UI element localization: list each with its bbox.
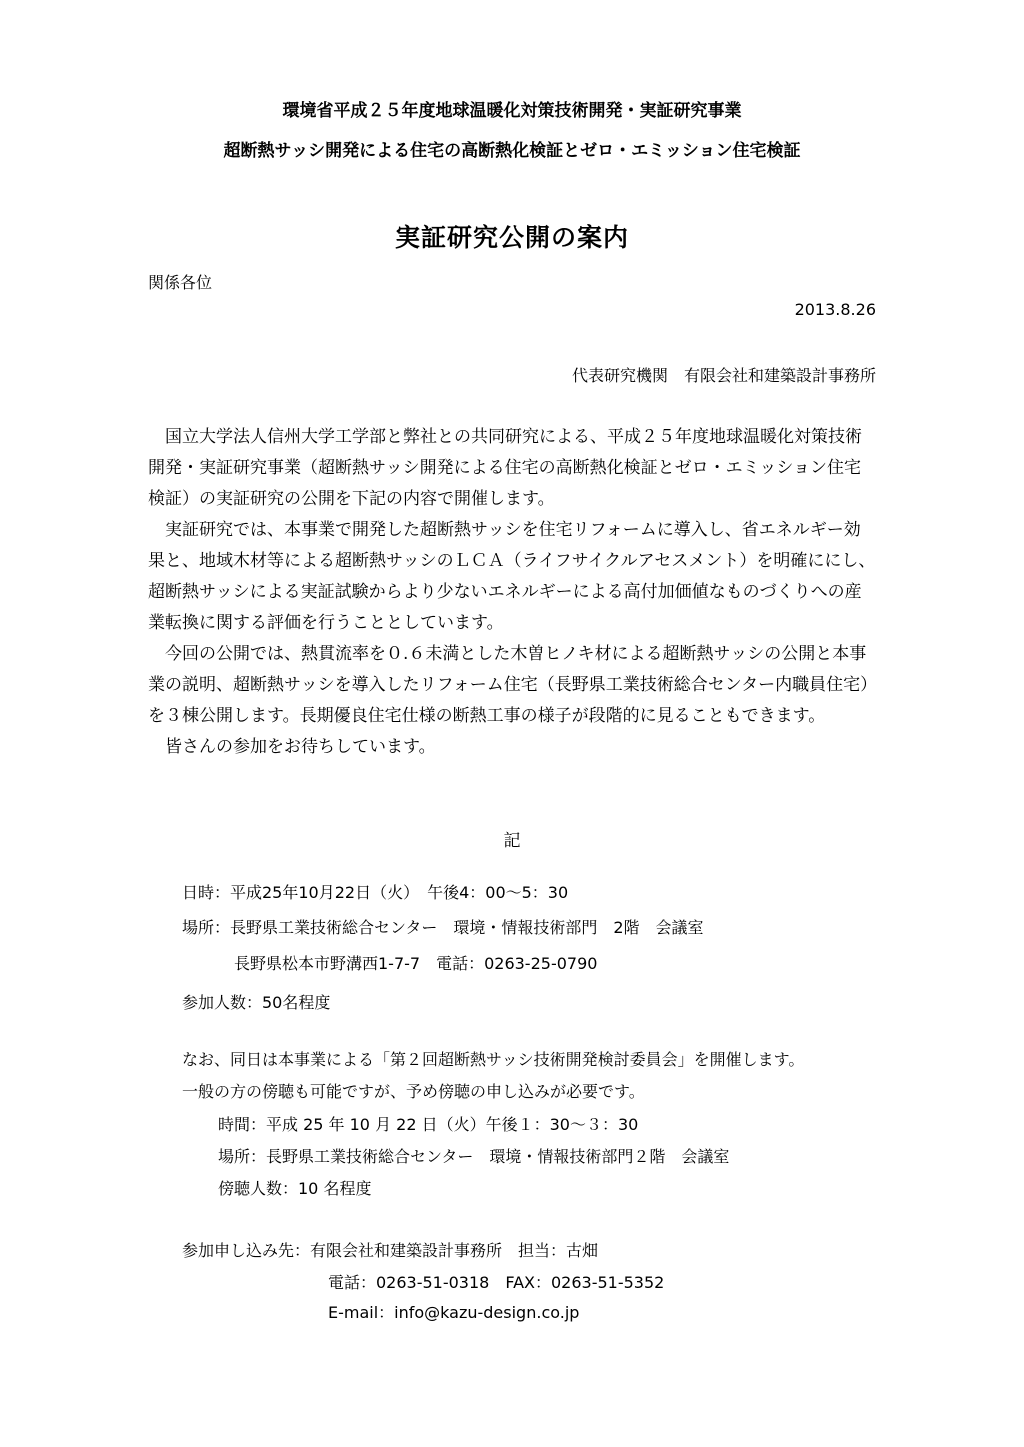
header-line-1: 環境省平成２５年度地球温暖化対策技術開発・実証研究事業 [282, 101, 742, 121]
page-title: 実証研究公開の案内 [394, 223, 629, 252]
contact-phone: 電話：0263-51-0318 FAX：0263-51-5352 [328, 1273, 665, 1292]
body-paragraph-1: 国立大学法人信州大学工学部と弊社との共同研究による、平成２５年度地球温暖化対策技術開発・実証研究事業（超断熱サッシ開発による住宅の高断熱化検証とゼロ・エミッション住宅検証）の実証研究の公開を下記の内容で開催します。 [148, 427, 862, 509]
body-paragraph-4: 皆さんの参加をお待ちしています。 [165, 737, 436, 757]
ki-heading: 記 [503, 831, 521, 851]
committee-note-2: 一般の方の傍聴も可能ですが、予め傍聴の申し込みが必要です。 [182, 1082, 645, 1101]
committee-time: 時間：平成 25 年 10 月 22 日（火）午後１：30～３：30 [218, 1115, 639, 1134]
document-date: 2013.8.26 [794, 300, 876, 319]
event-datetime: 日時：平成25年10月22日（火） 午後4：00～5：30 [182, 883, 569, 902]
issuer: 代表研究機関 有限会社和建築設計事務所 [571, 366, 876, 385]
header-line-2: 超断熱サッシ開発による住宅の高断熱化検証とゼロ・エミッション住宅検証 [223, 141, 801, 161]
committee-audience: 傍聴人数：10 名程度 [218, 1179, 372, 1198]
event-capacity: 参加人数：50名程度 [182, 993, 331, 1012]
contact-line: 参加申し込み先：有限会社和建築設計事務所 担当：古畑 [182, 1241, 599, 1260]
addressee: 関係各位 [148, 273, 213, 292]
contact-email[interactable]: E-mail：info@kazu-design.co.jp [328, 1303, 580, 1322]
committee-note-1: なお、同日は本事業による「第２回超断熱サッシ技術開発検討委員会」を開催します。 [182, 1050, 805, 1069]
body-text [148, 422, 876, 763]
event-place: 場所：長野県工業技術総合センター 環境・情報技術部門 2階 会議室 [182, 918, 704, 937]
body-paragraph-3: 今回の公開では、熱貫流率を０.６未満とした木曽ヒノキ材による超断熱サッシの公開と本事業の説明、超断熱サッシを導入したリフォーム住宅（長野県工業技術総合センター内職員住宅）を３棟公開します。長期優良住宅仕様の断熱工事の様子が段階的に見ることもできます。 [148, 644, 869, 726]
event-address: 長野県松本市野溝西1-7-7 電話：0263-25-0790 [234, 954, 598, 973]
body-paragraph-2: 実証研究では、本事業で開発した超断熱サッシを住宅リフォームに導入し、省エネルギー効果と、地域木材等による超断熱サッシのＬＣＡ（ライフサイクルアセスメント）を明確ににし、超断熱サッシによる実証試験からより少ないエネルギーによる高付加価値なものづくりへの産業転換に関する評価を行うこととしています。 [148, 520, 876, 633]
committee-place: 場所：長野県工業技術総合センター 環境・情報技術部門２階 会議室 [218, 1147, 730, 1166]
